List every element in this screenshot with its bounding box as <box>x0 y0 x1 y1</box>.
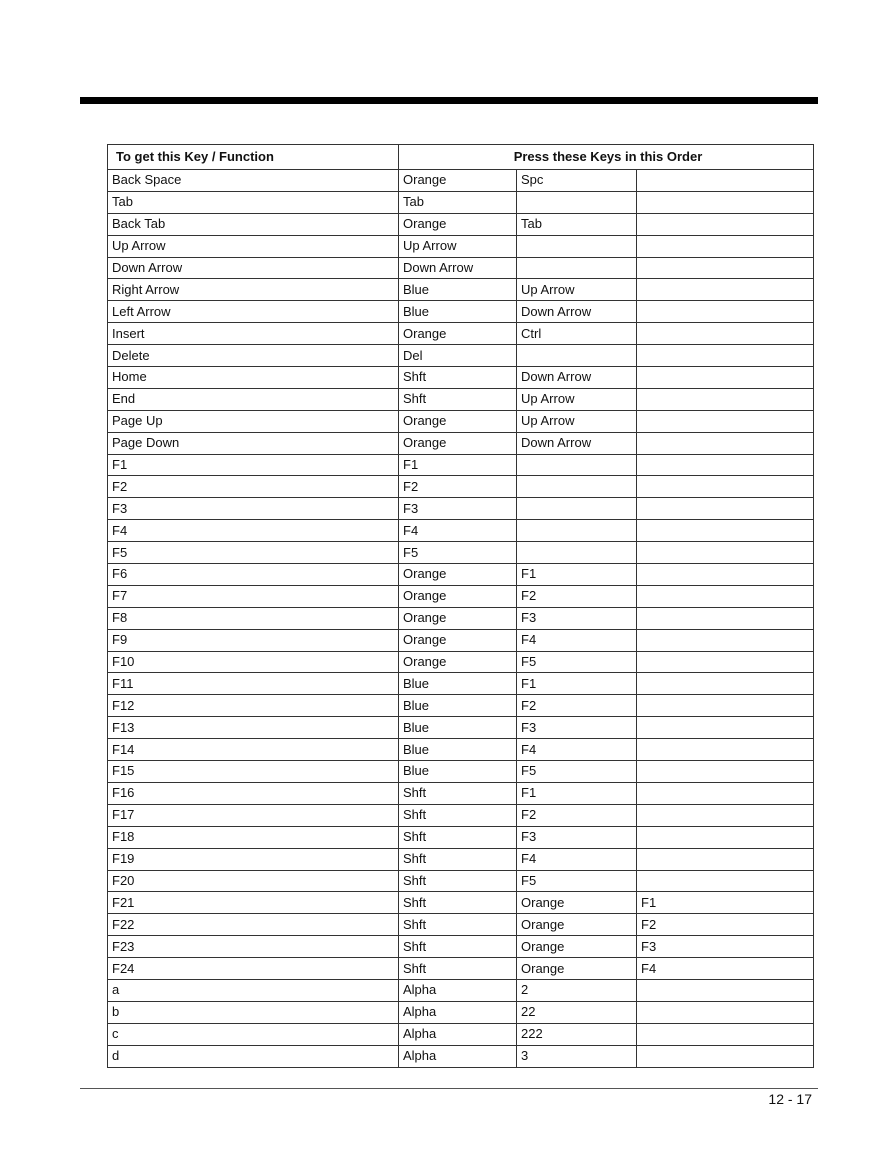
table-row <box>108 213 814 235</box>
key-function-cell: F14 <box>108 739 399 761</box>
press-key-cell: Orange <box>399 410 517 432</box>
key-function-cell: F23 <box>108 936 399 958</box>
press-key-cell: F2 <box>399 476 517 498</box>
press-key-cell: Orange <box>399 564 517 586</box>
press-key-cell: Orange <box>399 323 517 345</box>
press-key-cell <box>637 848 814 870</box>
key-function-cell: F2 <box>108 476 399 498</box>
press-key-cell: Shft <box>399 914 517 936</box>
press-key-cell: Alpha <box>399 979 517 1001</box>
table-row <box>108 870 814 892</box>
table-row <box>108 564 814 586</box>
table-row <box>108 476 814 498</box>
table-row <box>108 695 814 717</box>
press-key-cell: F3 <box>637 936 814 958</box>
table-row <box>108 191 814 213</box>
press-key-cell <box>637 739 814 761</box>
table-row <box>108 542 814 564</box>
key-function-cell: F21 <box>108 892 399 914</box>
press-key-cell <box>517 498 637 520</box>
top-rule <box>80 97 818 104</box>
table-row <box>108 848 814 870</box>
table-row <box>108 782 814 804</box>
key-function-cell: Right Arrow <box>108 279 399 301</box>
press-key-cell: 22 <box>517 1001 637 1023</box>
press-key-cell <box>637 191 814 213</box>
key-function-cell: d <box>108 1045 399 1067</box>
press-key-cell <box>637 345 814 367</box>
press-key-cell: F5 <box>517 870 637 892</box>
key-function-cell: Home <box>108 367 399 389</box>
press-key-cell: F1 <box>517 782 637 804</box>
press-key-cell: Down Arrow <box>399 257 517 279</box>
press-key-cell <box>637 476 814 498</box>
press-key-cell <box>637 520 814 542</box>
press-key-cell: Shft <box>399 388 517 410</box>
table-row <box>108 892 814 914</box>
header-press-keys: Press these Keys in this Order <box>399 145 814 170</box>
press-key-cell <box>637 607 814 629</box>
key-function-cell: F22 <box>108 914 399 936</box>
table-row <box>108 607 814 629</box>
press-key-cell <box>637 717 814 739</box>
press-key-cell <box>637 323 814 345</box>
key-function-cell: F15 <box>108 761 399 783</box>
key-function-cell: b <box>108 1001 399 1023</box>
table-row <box>108 673 814 695</box>
press-key-cell: Down Arrow <box>517 367 637 389</box>
table-header-row <box>108 145 814 170</box>
press-key-cell: Blue <box>399 695 517 717</box>
key-function-cell: F4 <box>108 520 399 542</box>
table-row <box>108 388 814 410</box>
press-key-cell: Orange <box>399 629 517 651</box>
press-key-cell: Blue <box>399 717 517 739</box>
press-key-cell: 2 <box>517 979 637 1001</box>
table-row <box>108 432 814 454</box>
key-function-cell: Up Arrow <box>108 235 399 257</box>
press-key-cell: Alpha <box>399 1045 517 1067</box>
press-key-cell <box>637 804 814 826</box>
bottom-rule <box>80 1088 818 1089</box>
press-key-cell: Spc <box>517 170 637 192</box>
key-function-cell: F20 <box>108 870 399 892</box>
press-key-cell <box>637 213 814 235</box>
table-row <box>108 367 814 389</box>
press-key-cell <box>517 454 637 476</box>
key-function-cell: F7 <box>108 585 399 607</box>
press-key-cell: Blue <box>399 279 517 301</box>
table-row <box>108 1023 814 1045</box>
key-function-cell: F6 <box>108 564 399 586</box>
table-row <box>108 520 814 542</box>
press-key-cell: Shft <box>399 958 517 980</box>
press-key-cell <box>637 826 814 848</box>
press-key-cell <box>637 454 814 476</box>
table-row <box>108 170 814 192</box>
press-key-cell: Blue <box>399 739 517 761</box>
press-key-cell: F4 <box>399 520 517 542</box>
key-function-cell: F12 <box>108 695 399 717</box>
press-key-cell: Orange <box>399 170 517 192</box>
press-key-cell <box>637 979 814 1001</box>
press-key-cell: Shft <box>399 870 517 892</box>
key-function-cell: F10 <box>108 651 399 673</box>
press-key-cell: Shft <box>399 367 517 389</box>
press-key-cell: Up Arrow <box>517 388 637 410</box>
key-function-cell: F9 <box>108 629 399 651</box>
press-key-cell: Alpha <box>399 1001 517 1023</box>
press-key-cell: Orange <box>399 585 517 607</box>
key-function-cell: F18 <box>108 826 399 848</box>
press-key-cell <box>517 520 637 542</box>
press-key-cell <box>637 870 814 892</box>
key-function-cell: Left Arrow <box>108 301 399 323</box>
table-row <box>108 498 814 520</box>
press-key-cell: F1 <box>517 564 637 586</box>
press-key-cell <box>637 542 814 564</box>
press-key-cell <box>637 279 814 301</box>
press-key-cell <box>637 388 814 410</box>
press-key-cell: 222 <box>517 1023 637 1045</box>
press-key-cell: F5 <box>517 761 637 783</box>
press-key-cell <box>637 1023 814 1045</box>
key-function-cell: End <box>108 388 399 410</box>
table-row <box>108 717 814 739</box>
press-key-cell: F5 <box>399 542 517 564</box>
key-function-cell: F13 <box>108 717 399 739</box>
table-row <box>108 739 814 761</box>
key-function-cell: Tab <box>108 191 399 213</box>
press-key-cell: Shft <box>399 892 517 914</box>
table-row <box>108 345 814 367</box>
table-row <box>108 804 814 826</box>
press-key-cell: F3 <box>517 826 637 848</box>
press-key-cell <box>637 301 814 323</box>
key-function-table <box>107 144 814 1068</box>
key-function-cell: Insert <box>108 323 399 345</box>
key-function-cell: Page Down <box>108 432 399 454</box>
press-key-cell: Shft <box>399 826 517 848</box>
press-key-cell: Orange <box>399 432 517 454</box>
table-row <box>108 936 814 958</box>
press-key-cell: Tab <box>517 213 637 235</box>
press-key-cell: Shft <box>399 848 517 870</box>
table-row <box>108 958 814 980</box>
press-key-cell <box>637 432 814 454</box>
table-row <box>108 1001 814 1023</box>
key-function-cell: F3 <box>108 498 399 520</box>
press-key-cell: Shft <box>399 936 517 958</box>
table-row <box>108 651 814 673</box>
press-key-cell: 3 <box>517 1045 637 1067</box>
press-key-cell: Del <box>399 345 517 367</box>
key-function-cell: F1 <box>108 454 399 476</box>
press-key-cell <box>517 345 637 367</box>
press-key-cell: Blue <box>399 761 517 783</box>
key-function-cell: F17 <box>108 804 399 826</box>
key-function-cell: F24 <box>108 958 399 980</box>
press-key-cell: Tab <box>399 191 517 213</box>
press-key-cell: F3 <box>399 498 517 520</box>
press-key-cell <box>637 761 814 783</box>
press-key-cell: Orange <box>399 607 517 629</box>
press-key-cell: Orange <box>517 914 637 936</box>
press-key-cell: Up Arrow <box>517 279 637 301</box>
press-key-cell <box>637 257 814 279</box>
press-key-cell: Ctrl <box>517 323 637 345</box>
press-key-cell <box>637 695 814 717</box>
press-key-cell: Up Arrow <box>399 235 517 257</box>
press-key-cell: Down Arrow <box>517 301 637 323</box>
press-key-cell: Orange <box>517 936 637 958</box>
table-row <box>108 979 814 1001</box>
press-key-cell: F4 <box>637 958 814 980</box>
table-row <box>108 410 814 432</box>
press-key-cell <box>637 367 814 389</box>
press-key-cell: F1 <box>399 454 517 476</box>
press-key-cell <box>517 542 637 564</box>
press-key-cell <box>637 235 814 257</box>
page-number: 12 - 17 <box>768 1091 812 1107</box>
key-function-cell: Delete <box>108 345 399 367</box>
press-key-cell: Orange <box>399 651 517 673</box>
press-key-cell: F2 <box>517 695 637 717</box>
press-key-cell: F3 <box>517 717 637 739</box>
press-key-cell: Alpha <box>399 1023 517 1045</box>
press-key-cell <box>637 498 814 520</box>
press-key-cell <box>637 651 814 673</box>
press-key-cell <box>637 564 814 586</box>
table-row <box>108 629 814 651</box>
press-key-cell: Down Arrow <box>517 432 637 454</box>
table-row <box>108 1045 814 1067</box>
press-key-cell: F1 <box>517 673 637 695</box>
press-key-cell: Orange <box>517 958 637 980</box>
press-key-cell <box>637 170 814 192</box>
table-row <box>108 279 814 301</box>
key-function-cell: F11 <box>108 673 399 695</box>
header-function: To get this Key / Function <box>108 145 399 170</box>
press-key-cell: F4 <box>517 739 637 761</box>
press-key-cell <box>637 410 814 432</box>
press-key-cell <box>517 191 637 213</box>
press-key-cell: F1 <box>637 892 814 914</box>
key-function-cell: F19 <box>108 848 399 870</box>
key-function-cell: F16 <box>108 782 399 804</box>
key-function-cell: F5 <box>108 542 399 564</box>
press-key-cell: F3 <box>517 607 637 629</box>
table-row <box>108 585 814 607</box>
press-key-cell <box>637 782 814 804</box>
press-key-cell: Shft <box>399 804 517 826</box>
press-key-cell <box>637 673 814 695</box>
table-row <box>108 235 814 257</box>
press-key-cell: Blue <box>399 673 517 695</box>
press-key-cell: F2 <box>517 585 637 607</box>
press-key-cell: F2 <box>517 804 637 826</box>
press-key-cell <box>517 257 637 279</box>
press-key-cell: Blue <box>399 301 517 323</box>
press-key-cell: F4 <box>517 848 637 870</box>
press-key-cell: Orange <box>399 213 517 235</box>
table-row <box>108 257 814 279</box>
press-key-cell: Orange <box>517 892 637 914</box>
table-row <box>108 826 814 848</box>
table-row <box>108 761 814 783</box>
table-row <box>108 914 814 936</box>
press-key-cell <box>517 235 637 257</box>
key-function-cell: F8 <box>108 607 399 629</box>
press-key-cell: F5 <box>517 651 637 673</box>
table-row <box>108 301 814 323</box>
press-key-cell <box>637 585 814 607</box>
table-row <box>108 323 814 345</box>
key-function-cell: Back Tab <box>108 213 399 235</box>
press-key-cell <box>637 629 814 651</box>
key-function-cell: Down Arrow <box>108 257 399 279</box>
press-key-cell: Shft <box>399 782 517 804</box>
press-key-cell <box>517 476 637 498</box>
press-key-cell: F2 <box>637 914 814 936</box>
table-body <box>108 170 814 1068</box>
table-row <box>108 454 814 476</box>
key-function-cell: c <box>108 1023 399 1045</box>
press-key-cell <box>637 1001 814 1023</box>
press-key-cell <box>637 1045 814 1067</box>
key-function-cell: Page Up <box>108 410 399 432</box>
press-key-cell: Up Arrow <box>517 410 637 432</box>
key-function-cell: Back Space <box>108 170 399 192</box>
key-function-cell: a <box>108 979 399 1001</box>
press-key-cell: F4 <box>517 629 637 651</box>
